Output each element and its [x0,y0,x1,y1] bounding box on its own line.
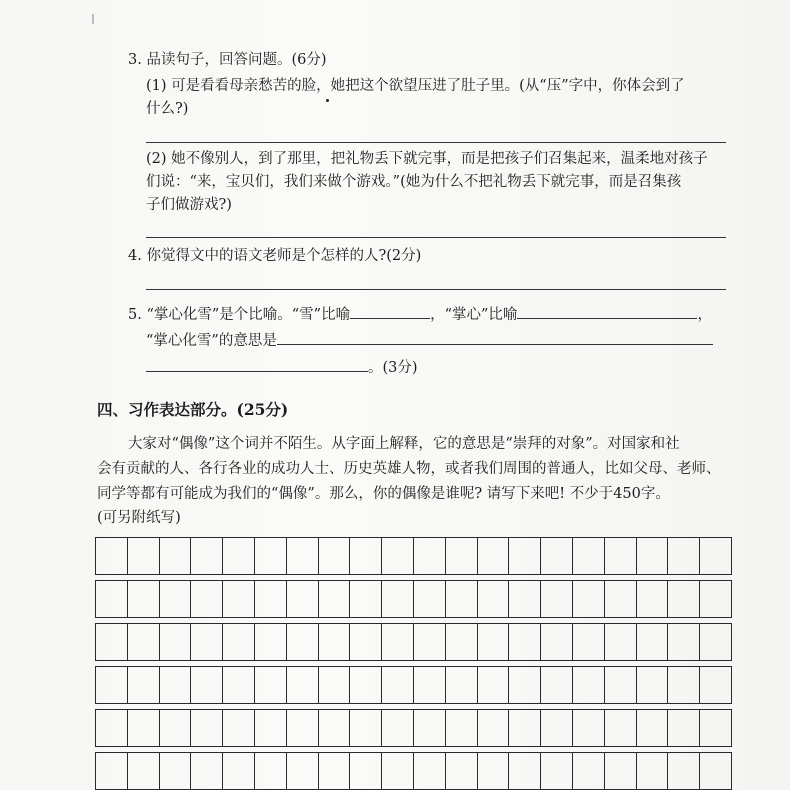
grid-cell[interactable] [96,710,128,746]
grid-cell[interactable] [350,667,382,703]
grid-cell[interactable] [128,624,160,660]
grid-cell[interactable] [160,753,192,789]
grid-cell[interactable] [700,710,731,746]
q5-part-e: 。(3分) [368,360,418,376]
grid-cell[interactable] [223,753,255,789]
grid-cell[interactable] [287,710,319,746]
grid-cell[interactable] [382,624,414,660]
grid-cell[interactable] [446,753,478,789]
grid-cell[interactable] [541,624,573,660]
grid-cell[interactable] [96,667,128,703]
grid-row [95,709,732,747]
q5-line2 [146,330,713,351]
grid-cell[interactable] [478,624,510,660]
grid-cell[interactable] [573,538,605,574]
grid-row [95,666,732,704]
grid-cell[interactable] [414,624,446,660]
grid-cell[interactable] [637,538,669,574]
grid-cell[interactable] [128,581,160,617]
fill-blank[interactable] [517,304,697,319]
essay-prompt-line1: 大家对“偶像”这个词并不陌生。从字面上解释，它的意思是“崇拜的对象”。对国家和社 [128,436,680,452]
grid-cell[interactable] [382,753,414,789]
essay-prompt-line4: (可另附纸写) [97,510,181,526]
grid-cell[interactable] [668,667,700,703]
grid-cell[interactable] [223,538,255,574]
grid-cell[interactable] [414,581,446,617]
grid-cell[interactable] [605,753,637,789]
grid-cell[interactable] [541,538,573,574]
grid-cell[interactable] [128,667,160,703]
fill-blank[interactable] [350,304,430,319]
grid-cell[interactable] [255,753,287,789]
grid-cell[interactable] [509,581,541,617]
grid-cell[interactable] [319,753,351,789]
grid-cell[interactable] [287,581,319,617]
q3-sub2-line3: 子们做游戏?) [146,197,232,213]
grid-cell[interactable] [382,538,414,574]
grid-cell[interactable] [128,753,160,789]
essay-prompt-line2: 会有贡献的人、各行各业的成功人士、历史英雄人物，或者我们周围的普通人，比如父母、老师、 [97,461,721,477]
grid-cell[interactable] [605,667,637,703]
grid-cell[interactable] [605,538,637,574]
grid-row [95,580,732,618]
grid-cell[interactable] [478,710,510,746]
grid-cell[interactable] [160,581,192,617]
grid-cell[interactable] [350,624,382,660]
grid-cell[interactable] [287,667,319,703]
grid-cell[interactable] [96,753,128,789]
grid-cell[interactable] [160,710,192,746]
grid-cell[interactable] [160,624,192,660]
grid-cell[interactable] [287,538,319,574]
grid-cell[interactable] [160,667,192,703]
grid-cell[interactable] [350,581,382,617]
grid-cell[interactable] [509,667,541,703]
grid-cell[interactable] [700,538,731,574]
grid-cell[interactable] [96,538,128,574]
grid-cell[interactable] [191,667,223,703]
grid-cell[interactable] [382,581,414,617]
grid-cell[interactable] [478,538,510,574]
q5-part-c: ， [697,307,712,323]
grid-cell[interactable] [223,710,255,746]
grid-cell[interactable] [414,753,446,789]
emphasis-dot [326,99,329,102]
grid-cell[interactable] [478,581,510,617]
grid-cell[interactable] [573,753,605,789]
grid-cell[interactable] [637,753,669,789]
grid-cell[interactable] [541,710,573,746]
grid-cell[interactable] [319,581,351,617]
grid-cell[interactable] [605,624,637,660]
grid-cell[interactable] [223,667,255,703]
grid-cell[interactable] [255,710,287,746]
grid-cell[interactable] [541,581,573,617]
q5-line3 [146,357,418,378]
grid-cell[interactable] [96,624,128,660]
grid-cell[interactable] [668,624,700,660]
section4-heading: 四、习作表达部分。(25分) [97,400,289,419]
grid-cell[interactable] [160,538,192,574]
grid-cell[interactable] [446,581,478,617]
q5-part-d: “掌心化雪”的意思是 [146,333,277,349]
q3-sub1-line2: 什么?) [146,101,189,117]
grid-cell[interactable] [605,581,637,617]
grid-cell[interactable] [700,581,731,617]
grid-cell[interactable] [319,624,351,660]
grid-cell[interactable] [287,624,319,660]
answer-line [146,289,726,290]
grid-cell[interactable] [128,538,160,574]
grid-cell[interactable] [382,667,414,703]
page-edge-mark [92,14,94,24]
grid-cell[interactable] [446,538,478,574]
q3-sub2-line1: (2) 她不像别人，到了那里，把礼物丢下就完事，而是把孩子们召集起来，温柔地对孩子 [146,151,708,167]
grid-cell[interactable] [573,624,605,660]
grid-row [95,752,732,790]
grid-cell[interactable] [509,710,541,746]
grid-cell[interactable] [255,667,287,703]
grid-cell[interactable] [414,710,446,746]
grid-cell[interactable] [541,667,573,703]
grid-cell[interactable] [255,538,287,574]
grid-cell[interactable] [350,753,382,789]
grid-cell[interactable] [255,624,287,660]
grid-cell[interactable] [700,753,731,789]
grid-cell[interactable] [478,667,510,703]
grid-cell[interactable] [573,581,605,617]
grid-cell[interactable] [541,753,573,789]
grid-cell[interactable] [319,538,351,574]
grid-row [95,623,732,661]
fill-blank[interactable] [146,357,368,372]
q3-sub1-line1: (1) 可是看看母亲愁苦的脸，她把这个欲望压进了肚子里。(从“压”字中，你体会到了 [146,78,685,94]
grid-cell[interactable] [191,624,223,660]
grid-cell[interactable] [573,667,605,703]
grid-cell[interactable] [668,710,700,746]
grid-cell[interactable] [700,624,731,660]
grid-cell[interactable] [509,538,541,574]
q3-sub2-line2: 们说：“来，宝贝们，我们来做个游戏。”(她为什么不把礼物丢下就完事，而是召集孩 [146,174,682,190]
grid-cell[interactable] [255,581,287,617]
grid-cell[interactable] [223,624,255,660]
grid-cell[interactable] [191,753,223,789]
q5-part-a: 5. “掌心化雪”是个比喻。“雪”比喻 [128,307,351,323]
grid-cell[interactable] [128,710,160,746]
grid-cell[interactable] [605,710,637,746]
grid-cell[interactable] [446,624,478,660]
grid-cell[interactable] [478,753,510,789]
grid-cell[interactable] [668,753,700,789]
grid-cell[interactable] [446,667,478,703]
grid-cell[interactable] [700,667,731,703]
grid-cell[interactable] [191,581,223,617]
grid-cell[interactable] [637,581,669,617]
fill-blank[interactable] [277,330,713,345]
grid-cell[interactable] [573,710,605,746]
grid-cell[interactable] [637,710,669,746]
grid-cell[interactable] [350,538,382,574]
grid-cell[interactable] [509,753,541,789]
grid-cell[interactable] [446,710,478,746]
grid-cell[interactable] [287,753,319,789]
grid-cell[interactable] [96,581,128,617]
grid-cell[interactable] [668,538,700,574]
grid-cell[interactable] [382,710,414,746]
grid-cell[interactable] [350,710,382,746]
q5-part-b: ，“掌心”比喻 [430,307,518,323]
grid-cell[interactable] [637,667,669,703]
grid-cell[interactable] [223,581,255,617]
grid-cell[interactable] [319,710,351,746]
grid-cell[interactable] [319,667,351,703]
grid-cell[interactable] [414,667,446,703]
grid-row [95,537,732,575]
grid-cell[interactable] [637,624,669,660]
grid-cell[interactable] [414,538,446,574]
answer-line [146,237,726,238]
grid-cell[interactable] [191,710,223,746]
answer-line [146,142,726,143]
grid-cell[interactable] [668,581,700,617]
essay-prompt-line3: 同学等都有可能成为我们的“偶像”。那么，你的偶像是谁呢? 请写下来吧! 不少于450字。 [97,486,670,502]
grid-cell[interactable] [191,538,223,574]
q3-title: 3. 品读句子，回答问题。(6分) [128,52,327,68]
q4-title: 4. 你觉得文中的语文老师是个怎样的人?(2分) [128,248,422,264]
grid-cell[interactable] [509,624,541,660]
q5-line1 [128,304,712,325]
